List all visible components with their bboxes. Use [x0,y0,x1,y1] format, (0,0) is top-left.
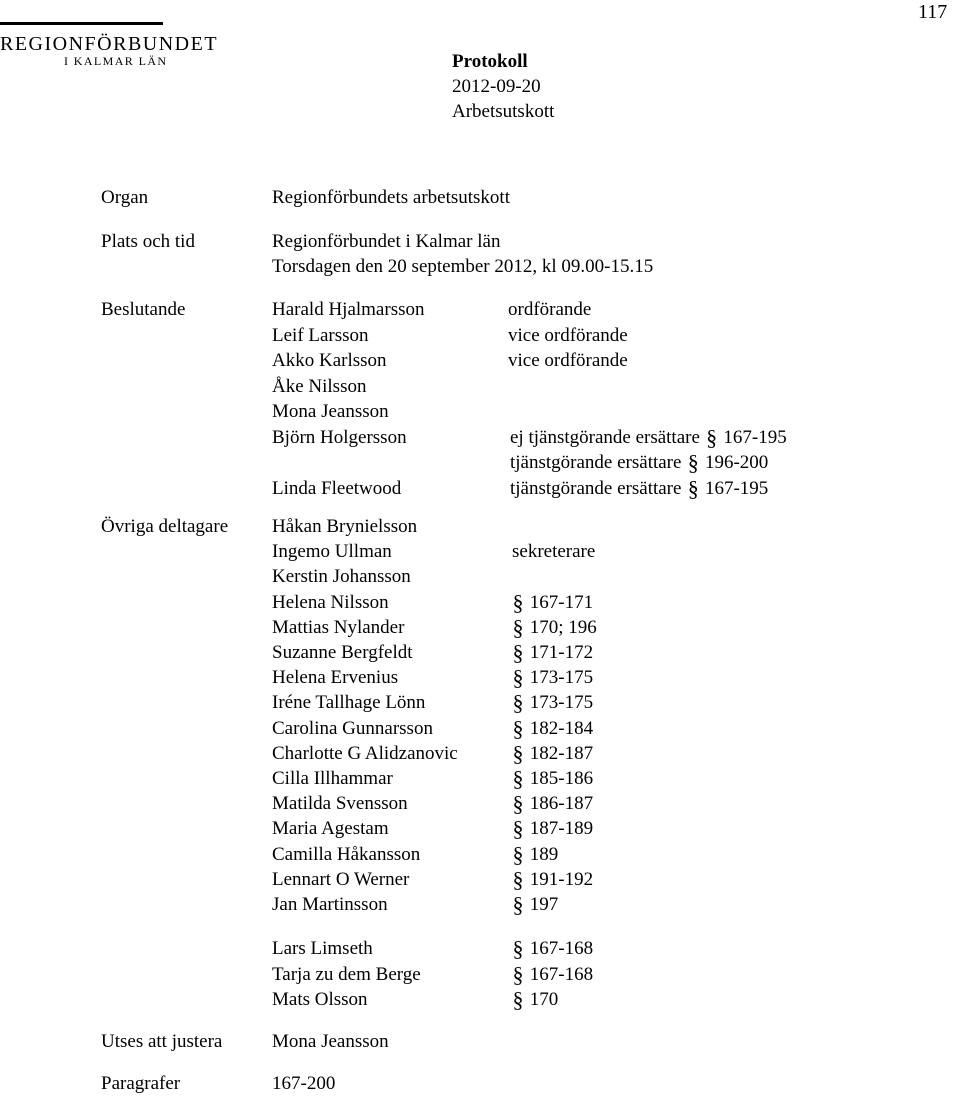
member-name: Akko Karlsson [272,350,387,371]
section-sign-icon: § [512,892,524,917]
section-sign-icon: § [512,816,524,841]
participant-paragraphs [511,962,593,987]
section-sign-icon: § [512,741,524,766]
participant-paragraphs-text: 173-175 [529,667,594,688]
participant-name: Tarja zu dem Berge [272,964,421,985]
member-role [510,425,787,450]
member-name: Harald Hjalmarsson [272,299,425,320]
participant-role: sekreterare [512,541,596,562]
participant-paragraphs-text: 182-184 [529,718,594,739]
participant-paragraphs-text: 185-186 [529,768,594,789]
member-role [508,323,628,348]
member-role [510,476,768,501]
section-sign-icon: § [512,615,524,640]
participant-paragraphs [511,842,558,867]
participant-paragraphs [511,987,558,1012]
section-sign-icon: § [512,791,524,816]
member-name: Åke Nilsson [272,376,367,397]
member-name: Linda Fleetwood [272,478,402,499]
paragrafer-value: 167-200 [272,1073,336,1094]
participant-name: Kerstin Johansson [272,566,411,587]
section-sign-icon: § [687,476,699,501]
member-role-text: ej tjänstgörande ersättare [510,427,700,448]
logo-rule [0,22,163,25]
member-role [508,297,591,322]
member-paragraphs: 196-200 [704,452,769,473]
member-role [510,450,768,475]
participant-paragraphs-text: 197 [529,894,559,915]
participant-paragraphs [511,716,593,741]
participant-name: Iréne Tallhage Lönn [272,692,426,713]
participant-name: Charlotte G Alidzanovic [272,743,458,764]
participant-name: Lennart O Werner [272,869,410,890]
document-date: 2012-09-20 [452,76,541,97]
participant-name: Carolina Gunnarsson [272,718,433,739]
participant-paragraphs [511,816,593,841]
participant-paragraphs [511,936,593,961]
member-name: Björn Holgersson [272,427,407,448]
participant-name: Helena Ervenius [272,667,399,688]
participant-paragraphs [511,766,593,791]
participant-name: Mattias Nylander [272,617,405,638]
participant-paragraphs [511,690,593,715]
beslutande-label: Beslutande [101,299,186,320]
justera-value: Mona Jeansson [272,1031,389,1052]
participant-paragraphs-text: 167-168 [529,964,594,985]
document-body: Arbetsutskott [452,101,555,122]
participant-name: Ingemo Ullman [272,541,392,562]
section-sign-icon: § [512,640,524,665]
paragrafer-label: Paragrafer [101,1073,181,1094]
participant-name: Camilla Håkansson [272,844,421,865]
member-paragraphs: 167-195 [704,478,769,499]
participant-paragraphs-text: 170 [529,989,559,1010]
logo-subtitle: I KALMAR LÄN [64,54,168,68]
participant-paragraphs [511,590,593,615]
section-sign-icon: § [512,936,524,961]
document-title: Protokoll [452,51,528,72]
section-sign-icon: § [512,716,524,741]
participant-paragraphs-text: 173-175 [529,692,594,713]
member-name: Leif Larsson [272,325,369,346]
section-sign-icon: § [706,425,718,450]
place-value: Regionförbundet i Kalmar län [272,231,501,252]
participant-paragraphs [511,615,597,640]
time-value: Torsdagen den 20 september 2012, kl 09.00-15.15 [272,256,654,277]
section-sign-icon: § [687,450,699,475]
participant-paragraphs-text: 170; 196 [529,617,597,638]
section-sign-icon: § [512,867,524,892]
participant-paragraphs-text: 191-192 [529,869,594,890]
logo-name: REGIONFÖRBUNDET [0,33,219,55]
participant-paragraphs-text: 182-187 [529,743,594,764]
section-sign-icon: § [512,987,524,1012]
participant-name: Cilla Illhammar [272,768,393,789]
participant-paragraphs-text: 167-171 [529,592,594,613]
participant-name: Lars Limseth [272,938,373,959]
section-sign-icon: § [512,690,524,715]
organ-label: Organ [101,187,149,208]
member-role-text: vice ordförande [508,325,628,346]
ovriga-label: Övriga deltagare [101,516,229,537]
member-role-text: tjänstgörande ersättare [510,452,682,473]
participant-paragraphs [511,640,593,665]
place-time-label: Plats och tid [101,231,195,252]
participant-name: Matilda Svensson [272,793,408,814]
participant-name: Maria Agestam [272,818,389,839]
member-role-text: tjänstgörande ersättare [510,478,682,499]
participant-name: Håkan Brynielsson [272,516,418,537]
participant-paragraphs [511,892,558,917]
participant-name: Suzanne Bergfeldt [272,642,413,663]
participant-name: Helena Nilsson [272,592,389,613]
participant-paragraphs [511,741,593,766]
member-role-text: vice ordförande [508,350,628,371]
section-sign-icon: § [512,766,524,791]
participant-paragraphs [511,665,593,690]
section-sign-icon: § [512,665,524,690]
participant-paragraphs-text: 189 [529,844,559,865]
member-paragraphs: 167-195 [723,427,787,448]
participant-paragraphs-text: 171-172 [529,642,594,663]
member-role [508,348,628,373]
section-sign-icon: § [512,590,524,615]
participant-paragraphs [511,867,593,892]
participant-paragraphs-text: 187-189 [529,818,594,839]
participant-paragraphs-text: 186-187 [529,793,594,814]
organ-value: Regionförbundets arbetsutskott [272,187,510,208]
page-number: 117 [918,1,948,23]
participant-paragraphs [511,791,593,816]
member-role-text: ordförande [508,299,592,320]
section-sign-icon: § [512,842,524,867]
section-sign-icon: § [512,962,524,987]
member-name: Mona Jeansson [272,401,389,422]
participant-paragraphs-text: 167-168 [529,938,594,959]
justera-label: Utses att justera [101,1031,223,1052]
participant-name: Jan Martinsson [272,894,388,915]
participant-name: Mats Olsson [272,989,368,1010]
